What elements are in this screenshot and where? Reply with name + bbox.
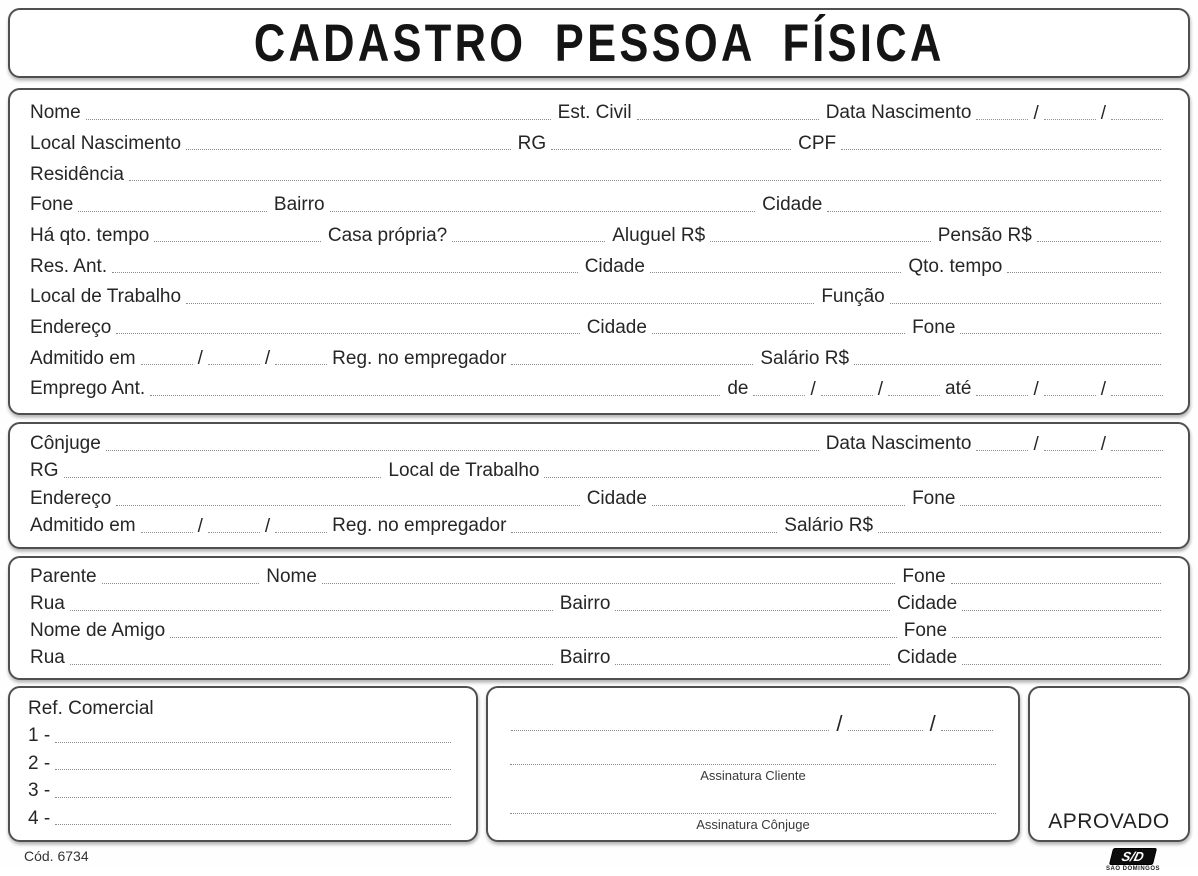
- field-label: de: [727, 378, 749, 400]
- field-label: Salário R$: [760, 347, 850, 369]
- field-label: Endereço: [30, 316, 112, 338]
- slash-separator: /: [1033, 102, 1039, 124]
- slash-separator: /: [264, 516, 271, 538]
- date-line[interactable]: [141, 363, 193, 365]
- form-row: [30, 516, 1168, 537]
- form-row: [28, 726, 458, 747]
- field-label: Admitido em: [30, 515, 136, 537]
- section-referencias-pessoais: [8, 556, 1190, 680]
- date-line[interactable]: [976, 449, 1028, 451]
- field-label: Cidade: [896, 647, 958, 669]
- fill-line[interactable]: [102, 582, 260, 584]
- fill-line[interactable]: [170, 636, 897, 638]
- field-label: Bairro: [273, 194, 325, 216]
- field-label: Nome de Amigo: [30, 620, 166, 642]
- fill-line[interactable]: [511, 363, 753, 365]
- brand-name: SÃO DOMINGOS: [1105, 866, 1160, 872]
- date-line[interactable]: [976, 118, 1028, 120]
- form-row: [30, 318, 1168, 339]
- date-line[interactable]: [208, 363, 260, 365]
- field-label: Local de Trabalho: [30, 286, 182, 308]
- form-row: [30, 195, 1168, 216]
- slash-separator: /: [836, 711, 843, 736]
- form-row: [506, 712, 1000, 735]
- section-ref-comercial: [8, 686, 478, 842]
- form-row: [30, 461, 1168, 482]
- fill-line[interactable]: [960, 504, 1161, 506]
- section-conjuge: [8, 422, 1190, 549]
- field-label: Pensão R$: [937, 224, 1032, 246]
- field-label: 2 -: [28, 752, 51, 774]
- field-label: Res. Ant.: [30, 255, 108, 277]
- fill-line[interactable]: [962, 663, 1161, 665]
- fill-line[interactable]: [86, 118, 551, 120]
- date-line[interactable]: [1044, 118, 1096, 120]
- date-line[interactable]: [1111, 394, 1163, 396]
- fill-line[interactable]: [452, 240, 605, 242]
- fill-line[interactable]: [154, 240, 321, 242]
- slash-separator: /: [1033, 378, 1039, 400]
- fill-line[interactable]: [854, 363, 1161, 365]
- form-row: [30, 621, 1168, 642]
- fill-line[interactable]: [551, 148, 791, 150]
- form-row: [28, 754, 458, 775]
- spouse-signature-block: [502, 812, 1004, 834]
- slash-separator: /: [264, 348, 271, 370]
- spouse-signature-caption: Assinatura Cônjuge: [696, 817, 810, 832]
- fill-line[interactable]: [511, 729, 829, 731]
- fill-line[interactable]: [960, 332, 1161, 334]
- fill-line[interactable]: [848, 729, 923, 731]
- form-row: [28, 809, 458, 830]
- field-label: Fone: [30, 194, 74, 216]
- approved-box: [1028, 686, 1190, 842]
- fill-line[interactable]: [650, 271, 901, 273]
- fill-line[interactable]: [1007, 271, 1161, 273]
- form-title: CADASTRO PESSOA FÍSICA: [253, 13, 945, 73]
- fill-line[interactable]: [652, 332, 905, 334]
- fill-line[interactable]: [64, 476, 382, 478]
- fill-line[interactable]: [186, 302, 814, 304]
- date-line[interactable]: [888, 394, 940, 396]
- field-label: RG: [517, 132, 547, 154]
- date-line[interactable]: [141, 531, 193, 533]
- field-label: Est. Civil: [557, 102, 632, 124]
- fill-line[interactable]: [511, 531, 777, 533]
- fill-line[interactable]: [106, 449, 819, 451]
- fill-line[interactable]: [78, 210, 267, 212]
- field-label: Data Nascimento: [825, 102, 972, 124]
- fill-line[interactable]: [116, 332, 579, 334]
- fill-line[interactable]: [951, 582, 1161, 584]
- field-label: 4 -: [28, 807, 51, 829]
- date-line[interactable]: [1111, 118, 1163, 120]
- slash-separator: /: [1100, 102, 1106, 124]
- section-dados-pessoais: [8, 88, 1190, 415]
- field-label: Fone: [902, 566, 946, 588]
- field-label: Aluguel R$: [612, 224, 706, 246]
- fill-line[interactable]: [941, 729, 993, 731]
- fill-line[interactable]: [878, 531, 1161, 533]
- form-row: [30, 287, 1168, 308]
- slash-separator: /: [1100, 378, 1106, 400]
- fill-line[interactable]: [55, 796, 451, 798]
- field-label: Nome: [30, 102, 81, 124]
- field-label: Cidade: [586, 316, 647, 338]
- fill-line[interactable]: [116, 504, 579, 506]
- spouse-signature-line[interactable]: [510, 812, 996, 814]
- form-row: [30, 489, 1168, 510]
- field-label: Nome: [266, 566, 317, 588]
- form-row: [30, 567, 1168, 588]
- fill-line[interactable]: [70, 663, 553, 665]
- fill-line[interactable]: [841, 148, 1161, 150]
- fill-line[interactable]: [322, 582, 895, 584]
- form-row: [30, 165, 1168, 186]
- field-label: Rua: [30, 593, 65, 615]
- field-label: Cidade: [896, 593, 958, 615]
- field-label: Há qto. tempo: [30, 224, 150, 246]
- form-code: Cód. 6734: [24, 848, 89, 864]
- date-line[interactable]: [1044, 394, 1096, 396]
- bottom-band: [8, 686, 1190, 842]
- form-row: [30, 594, 1168, 615]
- field-label: Bairro: [559, 647, 611, 669]
- form-header: [8, 8, 1190, 78]
- field-label: 3 -: [28, 780, 51, 802]
- field-label: Cidade: [586, 487, 647, 509]
- fill-line[interactable]: [112, 271, 578, 273]
- client-signature-line[interactable]: [510, 763, 996, 765]
- fill-line[interactable]: [652, 504, 905, 506]
- form-row: [30, 257, 1168, 278]
- date-line[interactable]: [275, 531, 327, 533]
- field-label: Cidade: [584, 255, 645, 277]
- form-row: [30, 349, 1168, 370]
- field-label: Local de Trabalho: [388, 460, 540, 482]
- form-row: [28, 781, 458, 802]
- client-signature-block: [502, 763, 1004, 785]
- field-label: RG: [30, 460, 59, 482]
- fill-line[interactable]: [827, 210, 1161, 212]
- field-label: Fone: [912, 487, 956, 509]
- fill-line[interactable]: [55, 823, 451, 825]
- date-line[interactable]: [821, 394, 873, 396]
- approved-label: APROVADO: [1048, 810, 1170, 833]
- section-ref-comercial-rows: [10, 688, 476, 840]
- field-label: Função: [821, 286, 885, 308]
- fill-line[interactable]: [330, 210, 756, 212]
- slash-separator: /: [929, 711, 936, 736]
- form-row: [30, 226, 1168, 247]
- fill-line[interactable]: [962, 609, 1161, 611]
- fill-line[interactable]: [615, 609, 890, 611]
- sd-logo-icon: S/D: [1109, 848, 1157, 865]
- fill-line[interactable]: [710, 240, 931, 242]
- fill-line[interactable]: [890, 302, 1161, 304]
- form-row: [30, 434, 1168, 455]
- date-line[interactable]: [976, 394, 1028, 396]
- section-dados-pessoais-rows: [10, 90, 1188, 413]
- date-line[interactable]: [753, 394, 805, 396]
- field-label: Parente: [30, 566, 97, 588]
- fill-line[interactable]: [70, 609, 553, 611]
- fill-line[interactable]: [55, 741, 451, 743]
- client-signature-caption: Assinatura Cliente: [700, 767, 806, 783]
- field-label: Fone: [903, 620, 948, 642]
- footer: [8, 842, 1190, 876]
- field-label: Reg. no empregador: [332, 515, 507, 537]
- field-label: Bairro: [559, 593, 611, 615]
- date-line[interactable]: [275, 363, 327, 365]
- slash-separator: /: [810, 378, 816, 400]
- field-label: Endereço: [30, 487, 112, 509]
- form-row: [30, 379, 1168, 400]
- signature-box: [486, 686, 1020, 842]
- field-label: Reg. no empregador: [332, 347, 507, 369]
- slash-separator: /: [877, 378, 884, 400]
- date-line[interactable]: [1111, 449, 1163, 451]
- fill-line[interactable]: [186, 148, 511, 150]
- field-label: Salário R$: [784, 515, 874, 537]
- field-label: Cidade: [762, 194, 823, 216]
- sao-domingos-logo: [1106, 848, 1160, 872]
- field-label: Emprego Ant.: [30, 378, 146, 400]
- form-row: [28, 699, 458, 720]
- slash-separator: /: [197, 348, 203, 370]
- form-row: [30, 103, 1168, 124]
- fill-line[interactable]: [55, 768, 451, 770]
- section-conjuge-rows: [10, 424, 1188, 547]
- field-label: Rua: [30, 647, 65, 669]
- field-label: Data Nascimento: [825, 432, 972, 454]
- slash-separator: /: [197, 516, 203, 538]
- field-label: Cônjuge: [30, 432, 101, 454]
- field-label: Qto. tempo: [908, 255, 1003, 277]
- fill-line[interactable]: [1037, 240, 1161, 242]
- fill-line[interactable]: [952, 636, 1161, 638]
- field-label: CPF: [798, 132, 837, 154]
- fill-line[interactable]: [150, 394, 720, 396]
- field-label: Local Nascimento: [30, 132, 182, 154]
- field-label: Residência: [30, 163, 124, 185]
- slash-separator: /: [1033, 433, 1039, 455]
- field-label: até: [945, 378, 972, 400]
- fill-line[interactable]: [637, 118, 819, 120]
- date-line[interactable]: [208, 531, 260, 533]
- form-row: [30, 134, 1168, 155]
- field-label: Admitido em: [30, 347, 136, 369]
- section-referencias-rows: [10, 558, 1188, 678]
- field-label: Casa própria?: [327, 224, 448, 246]
- field-label: Ref. Comercial: [28, 697, 154, 719]
- field-label: 1 -: [28, 725, 51, 747]
- fill-line[interactable]: [615, 663, 890, 665]
- slash-separator: /: [1100, 433, 1106, 455]
- field-label: Fone: [912, 316, 956, 338]
- fill-line[interactable]: [544, 476, 1161, 478]
- form-row: [30, 648, 1168, 669]
- fill-line[interactable]: [129, 179, 1161, 181]
- signature-date-row: [502, 696, 1004, 735]
- date-line[interactable]: [1044, 449, 1096, 451]
